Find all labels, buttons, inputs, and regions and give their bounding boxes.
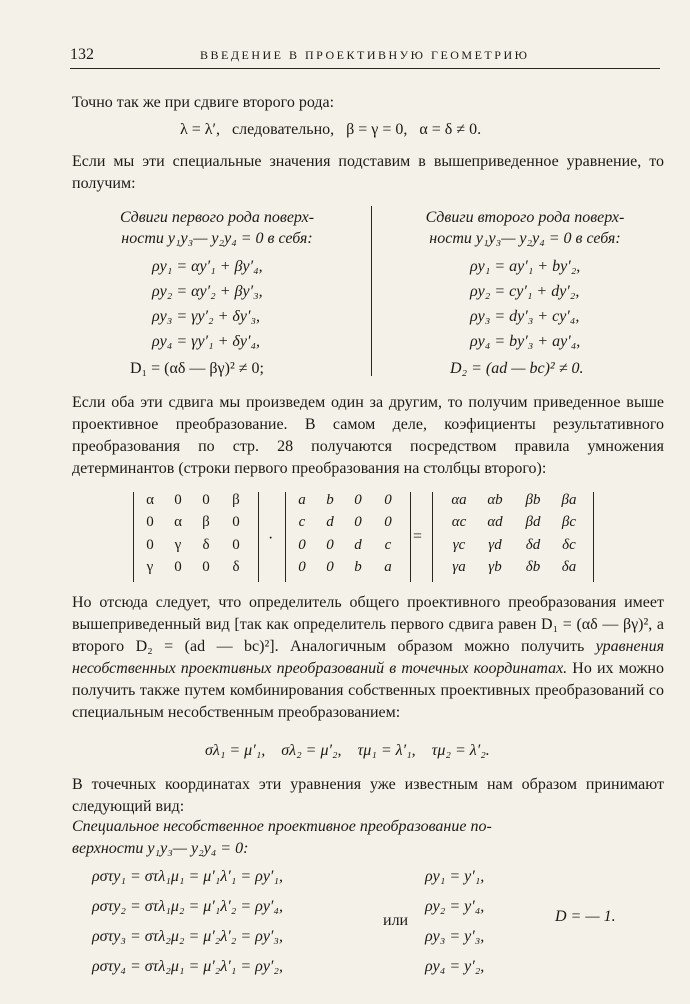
final-left-eq-3: ρστy₃ = στλ₂μ₂ = μ′₂λ′₂ = ρy′₃, [92, 928, 283, 945]
left-column [72, 207, 362, 249]
m3-cell: δa [561, 559, 577, 575]
m2-cell: 0 [298, 537, 306, 553]
m2-cell: 0 [326, 537, 334, 553]
m1-cell: α [174, 514, 182, 530]
m1-cell: 0 [202, 559, 210, 575]
m3-cell: βc [561, 514, 577, 530]
final-right-eq-1: ρy₁ = y′₁, [425, 868, 485, 885]
paragraph-3-italic: уравнения несобственных проективных преобразований в точечных координатах. [72, 638, 664, 677]
final-right-eq-4: ρy₄ = y′₂, [425, 958, 485, 975]
m2-cell: b [326, 492, 334, 508]
m2-cell: 0 [384, 492, 392, 508]
matrix-second [285, 492, 411, 582]
m1-cell: γ [146, 559, 154, 575]
paragraph-3 [72, 592, 664, 724]
special-transformation: σλ₁ = μ′₁, σλ₂ = μ′₂, τμ₁ = λ′₁, τμ₂ = λ′₂. [205, 742, 490, 759]
right-eq-2: ρy₂ = cy′₁ + dy′₂, [470, 283, 580, 300]
m3-cell: βd [525, 514, 541, 530]
m1-cell: 0 [146, 537, 154, 553]
m3-cell: αb [487, 492, 503, 508]
running-title: ВВЕДЕНИЕ В ПРОЕКТИВНУЮ ГЕОМЕТРИЮ [200, 48, 530, 62]
left-caption-2: ности y₁y₃— y₂y₄ = 0 в себя: [121, 230, 313, 247]
intro-paragraph: Если мы эти специальные значения подставим в вышеприведенное уравнение, то получим: [72, 153, 664, 192]
m2-cell: a [384, 559, 392, 575]
m1-cell: δ [202, 537, 210, 553]
final-determinant: D = — 1. [555, 908, 616, 925]
right-eq-4: ρy₄ = by′₃ + ay′₄, [470, 333, 581, 350]
m1-cell: 0 [174, 492, 182, 508]
left-eq-2: ρy₂ = αy′₂ + βy′₃, [152, 283, 263, 300]
right-eq-1: ρy₁ = ay′₁ + by′₂, [470, 258, 581, 275]
right-column [380, 207, 670, 249]
m1-cell: α [146, 492, 154, 508]
m3-cell: αc [451, 514, 467, 530]
m1-cell: 0 [232, 537, 240, 553]
m3-cell: βb [525, 492, 541, 508]
m1-cell: 0 [202, 492, 210, 508]
shift-condition: λ = λ′, следовательно, β = γ = 0, α = δ ≠ 0. [180, 121, 482, 138]
column-divider [371, 206, 372, 376]
m3-cell: βa [561, 492, 577, 508]
m3-cell: δc [562, 537, 576, 553]
right-caption-1: Сдвиги второго рода поверх- [425, 209, 625, 226]
paragraph-3-part2: Но их можно получить также путем комбинирования собственных проективных преобразований со специальным несобственным преобразованием: [72, 660, 664, 721]
paragraph-4: В точечных координатах эти уравнения уже известным нам образом принимают следующий вид: [72, 776, 664, 815]
m2-cell: 0 [384, 514, 392, 530]
m3-cell: δd [525, 537, 541, 553]
m2-cell: 0 [354, 514, 362, 530]
m1-cell: δ [232, 559, 240, 575]
m2-cell: c [298, 514, 306, 530]
right-caption-2: ности y₁y₃— y₂y₄ = 0 в себя: [429, 230, 621, 247]
matrix-first [133, 492, 259, 582]
or-word: или [383, 912, 409, 929]
left-caption-1: Сдвиги первого рода поверх- [119, 209, 315, 226]
m3-cell: αd [487, 514, 503, 530]
intro-line: Точно так же при сдвиге второго рода: [72, 94, 335, 111]
m1-cell: 0 [174, 559, 182, 575]
left-eq-3: ρy₃ = γy′₂ + δy′₃, [152, 308, 261, 325]
italic-caption-2: верхности y₁y₃— y₂y₄ = 0: [72, 840, 249, 857]
m3-cell: γb [488, 559, 502, 575]
m1-cell: 0 [232, 514, 240, 530]
paragraph-2: Если оба эти сдвига мы произведем один за другим, то получим приведенное выше проективное преобразование. В самом деле, коэфициенты результативного преобразования по стр. 28 получаются посредством правила умножения детерминантов (строки первого преобразования на столбцы второго): [72, 394, 664, 477]
m3-cell: γd [488, 537, 502, 553]
multiply-dot: · [268, 530, 274, 547]
m2-cell: 0 [354, 492, 362, 508]
m1-cell: γ [174, 537, 182, 553]
final-right-eq-3: ρy₃ = y′₃, [425, 928, 485, 945]
m3-cell: γa [452, 559, 466, 575]
m2-cell: d [326, 514, 334, 530]
left-determinant: D₁ = (αδ — βγ)² ≠ 0; [130, 360, 264, 377]
right-eq-3: ρy₃ = dy′₃ + cy′₄, [470, 308, 580, 325]
m2-cell: 0 [298, 559, 306, 575]
m2-cell: d [354, 537, 362, 553]
paragraph-3-part1: Но отсюда следует, что определитель общего проективного преобразования имеет вышеприведенный вид [так как определитель первого сдвига равен D₁ = (αδ — βγ)², а второго D₂ = (ad — bc)²]. Аналогичным образом можно получить [72, 594, 664, 655]
m1-cell: β [232, 492, 240, 508]
equals-sign: = [413, 528, 423, 545]
m2-cell: a [298, 492, 306, 508]
m2-cell: b [354, 559, 362, 575]
m1-cell: β [202, 514, 210, 530]
final-left-eq-2: ρστy₂ = στλ₁μ₂ = μ′₁λ′₂ = ρy′₄, [92, 898, 283, 915]
page-number: 132 [70, 46, 94, 63]
right-determinant: D₂ = (ad — bc)² ≠ 0. [450, 360, 584, 377]
final-right-eq-2: ρy₂ = y′₄, [425, 898, 485, 915]
matrix-product [432, 492, 594, 582]
m1-cell: 0 [146, 514, 154, 530]
m3-cell: αa [451, 492, 467, 508]
left-eq-4: ρy₄ = γy′₁ + δy′₄, [152, 333, 261, 350]
left-eq-1: ρy₁ = αy′₁ + βy′₄, [152, 258, 263, 275]
m3-cell: γc [452, 537, 466, 553]
page-header [70, 46, 660, 69]
final-left-eq-1: ρστy₁ = στλ₁μ₁ = μ′₁λ′₁ = ρy′₁, [92, 868, 283, 885]
m2-cell: c [384, 537, 392, 553]
italic-caption-1: Специальное несобственное проективное преобразование по- [72, 818, 492, 835]
final-left-eq-4: ρστy₄ = στλ₂μ₁ = μ′₂λ′₁ = ρy′₂, [92, 958, 283, 975]
m3-cell: δb [525, 559, 541, 575]
m2-cell: 0 [326, 559, 334, 575]
